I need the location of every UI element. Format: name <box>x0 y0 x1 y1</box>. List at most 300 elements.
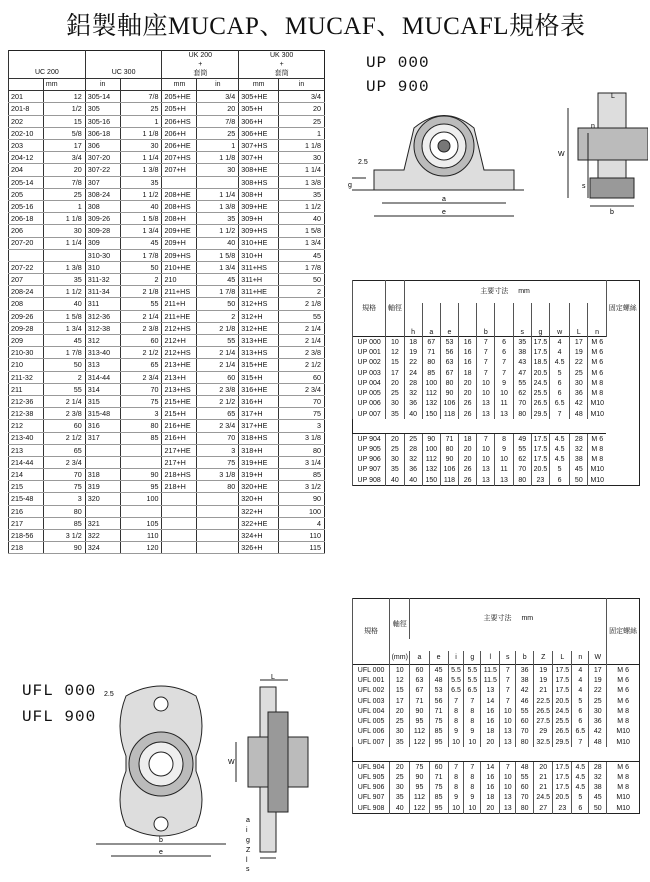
table-cell: 67 <box>410 686 429 696</box>
table-cell: 10 <box>477 444 495 454</box>
table-cell: 28 <box>404 378 422 388</box>
table-cell: 2 1/8 <box>279 298 325 310</box>
table-cell: 1 <box>120 115 162 127</box>
table-cell: 55 <box>513 378 531 388</box>
table-cell: 2 3/8 <box>197 383 239 395</box>
table-row <box>353 706 640 716</box>
table-cell: 8 <box>464 716 481 726</box>
table-cell: UP 002 <box>353 358 386 368</box>
ufl-dim-e: e <box>159 849 163 856</box>
table-row <box>9 359 325 371</box>
table-cell <box>120 444 162 456</box>
table-cell: 305+H <box>239 103 279 115</box>
table-cell: 17.5 <box>531 347 549 357</box>
table-cell: 209-28 <box>9 322 44 334</box>
table-cell: 206+HS <box>162 115 197 127</box>
table-cell: 85 <box>120 432 162 444</box>
table-cell: 311+HE <box>239 286 279 298</box>
table-row <box>9 310 325 322</box>
bearing-size-table <box>8 50 325 554</box>
table-cell: M10 <box>607 803 640 814</box>
table-cell: 216+HE <box>162 420 197 432</box>
table-row <box>9 322 325 334</box>
table-cell: 25 <box>589 696 607 706</box>
table-cell: 4 <box>550 347 570 357</box>
table-row <box>353 347 640 357</box>
table-cell: 2 <box>43 371 85 383</box>
table-cell: 50 <box>279 274 325 286</box>
table-cell: 60 <box>197 371 239 383</box>
table-cell: 47 <box>513 368 531 378</box>
table-cell: 75 <box>410 761 429 772</box>
table-cell: 218 <box>9 542 44 554</box>
table-cell: 63 <box>440 358 458 368</box>
table-cell <box>197 530 239 542</box>
table-cell: 24.5 <box>531 378 549 388</box>
table-cell: 316+HE <box>239 383 279 395</box>
table-cell: 3 1/8 <box>279 432 325 444</box>
table-cell: 6 <box>495 347 513 357</box>
table-cell: 202-10 <box>9 127 44 139</box>
table-cell: 7 <box>572 737 589 747</box>
table-cell: 312-38 <box>85 322 120 334</box>
up-heading-900: UP 900 <box>366 78 430 96</box>
table-cell: 80 <box>120 420 162 432</box>
table-cell: 312+HE <box>239 322 279 334</box>
table-cell: 205-16 <box>9 200 44 212</box>
table-cell: 48 <box>589 737 607 747</box>
table-cell: 10 <box>448 737 464 747</box>
table-cell: 32 <box>404 388 422 398</box>
table-row <box>9 505 325 517</box>
table-cell: 17.5 <box>531 337 549 348</box>
table-cell: 312-36 <box>85 310 120 322</box>
table-cell: 308+HS <box>239 176 279 188</box>
table-cell: 62 <box>513 454 531 464</box>
table-cell: 85 <box>422 368 440 378</box>
table-cell: UFL 904 <box>353 761 390 772</box>
table-cell: 35 <box>120 176 162 188</box>
unit-mm: mm <box>239 79 279 91</box>
table-cell: 10 <box>495 454 513 464</box>
table-cell: 17.5 <box>531 444 549 454</box>
table-cell <box>197 505 239 517</box>
table-cell: 311+HS <box>239 261 279 273</box>
table-cell: 40 <box>279 213 325 225</box>
table-cell: 70 <box>516 727 534 737</box>
table-cell: 36 <box>516 665 534 676</box>
table-row <box>9 493 325 505</box>
table-cell: 27 <box>534 803 553 814</box>
table-cell: 309+HE <box>239 200 279 212</box>
table-cell: 106 <box>440 465 458 475</box>
table-cell: 2 3/4 <box>279 383 325 395</box>
ufl-column-header: i <box>448 651 464 665</box>
table-cell: 4.5 <box>550 433 570 444</box>
table-cell: 35 <box>390 793 410 803</box>
table-cell: 4.5 <box>572 761 589 772</box>
table-cell: 3/4 <box>43 152 85 164</box>
table-cell: 42 <box>570 399 588 409</box>
table-cell: 20 <box>459 444 477 454</box>
table-cell: 209 <box>9 335 44 347</box>
table-cell: 212-36 <box>9 395 44 407</box>
table-cell: 70 <box>197 432 239 444</box>
table-cell: 30 <box>120 140 162 152</box>
table-cell: 17.5 <box>553 782 572 792</box>
table-cell: 312+HS <box>239 298 279 310</box>
table-cell: 150 <box>422 409 440 419</box>
table-row <box>353 782 640 792</box>
table-cell: 95 <box>429 737 448 747</box>
table-cell: 25 <box>390 716 410 726</box>
table-cell: 211+H <box>162 298 197 310</box>
up-column-spacer <box>495 303 513 337</box>
table-cell: 309 <box>85 237 120 249</box>
table-cell: UP 006 <box>353 399 386 409</box>
table-row <box>9 335 325 347</box>
table-cell: 8 <box>464 706 481 716</box>
table-cell: M 8 <box>588 454 606 464</box>
table-row <box>353 337 640 348</box>
ufl-dim-g: g <box>246 837 250 844</box>
table-cell: 310-30 <box>85 249 120 261</box>
table-cell: 4 <box>572 665 589 676</box>
table-cell: M 8 <box>607 716 640 726</box>
table-cell: 60 <box>120 335 162 347</box>
table-cell: 28 <box>404 444 422 454</box>
table-cell: 50 <box>43 359 85 371</box>
up-dim-w: W <box>558 151 565 158</box>
table-row <box>353 761 640 772</box>
table-cell: 1 5/8 <box>120 213 162 225</box>
table-cell: UP 904 <box>353 433 386 444</box>
table-cell: 5 <box>572 793 589 803</box>
table-cell: UFL 007 <box>353 737 390 747</box>
up-dim-l: L <box>611 93 615 100</box>
table-cell: 19 <box>589 675 607 685</box>
table-cell <box>85 505 120 517</box>
table-cell: 205+H <box>162 103 197 115</box>
table-cell: 2 <box>197 310 239 322</box>
table-cell: 80 <box>513 409 531 419</box>
table-cell: 1 1/8 <box>120 127 162 139</box>
table-cell: 30 <box>43 225 85 237</box>
table-cell: 10 <box>500 772 516 782</box>
table-cell: 16 <box>459 347 477 357</box>
table-cell: 70 <box>43 469 85 481</box>
table-cell: M 6 <box>588 358 606 368</box>
table-cell: 324 <box>85 542 120 554</box>
table-row <box>353 399 640 409</box>
table-cell: 30 <box>197 164 239 176</box>
table-cell: UP 001 <box>353 347 386 357</box>
table-cell: 6.5 <box>572 727 589 737</box>
uk300-sleeve: 套筒 <box>274 69 289 77</box>
table-cell: UFL 907 <box>353 793 390 803</box>
table-cell: 7 <box>448 761 464 772</box>
table-gap <box>353 419 640 433</box>
table-cell: 65 <box>197 408 239 420</box>
table-cell: 311 <box>85 298 120 310</box>
table-cell: 319+HE <box>239 456 279 468</box>
table-cell: 7 <box>464 761 481 772</box>
table-cell: 307-22 <box>85 164 120 176</box>
table-cell: 18 <box>481 727 500 737</box>
table-cell: 208 <box>9 298 44 310</box>
table-cell: 8 <box>495 433 513 444</box>
table-cell: 50 <box>570 475 588 486</box>
table-cell: 13 <box>500 737 516 747</box>
table-cell: 209+HS <box>162 249 197 261</box>
table-cell: 16 <box>481 706 500 716</box>
table-cell: 55 <box>516 772 534 782</box>
table-cell: 65 <box>120 359 162 371</box>
table-row <box>353 665 640 676</box>
table-cell: 17.5 <box>553 761 572 772</box>
up-column-header: n <box>588 303 606 337</box>
table-cell: 1 3/8 <box>197 200 239 212</box>
ufl-dim-a: a <box>246 817 250 824</box>
table-cell: M10 <box>588 465 606 475</box>
table-cell: 20.5 <box>531 465 549 475</box>
table-row <box>9 371 325 383</box>
header-uc300: UC 300 <box>85 51 162 79</box>
table-cell: 25 <box>386 388 404 398</box>
table-cell: 22 <box>589 686 607 696</box>
unit-in: in <box>279 79 325 91</box>
table-cell: 30 <box>386 399 404 409</box>
ufl-column-header: l <box>481 651 500 665</box>
table-cell: 7/8 <box>197 115 239 127</box>
table-gap <box>353 747 640 761</box>
table-cell: 218+H <box>162 481 197 493</box>
table-row <box>9 152 325 164</box>
table-cell <box>197 542 239 554</box>
table-cell: 212+HS <box>162 322 197 334</box>
table-cell: 9 <box>448 727 464 737</box>
table-cell: 207 <box>9 274 44 286</box>
ufl-heading-000: UFL 000 <box>22 682 97 700</box>
table-cell: 202 <box>9 115 44 127</box>
table-cell: 20 <box>386 433 404 444</box>
table-cell: 50 <box>197 298 239 310</box>
table-cell: 55 <box>279 310 325 322</box>
table-cell: 308+HE <box>239 164 279 176</box>
table-cell: 35 <box>390 737 410 747</box>
table-cell: 95 <box>120 481 162 493</box>
table-cell: 90 <box>279 493 325 505</box>
table-cell: 1 3/4 <box>43 322 85 334</box>
table-cell: 10 <box>390 665 410 676</box>
table-cell: 7 <box>495 368 513 378</box>
table-cell: 209-26 <box>9 310 44 322</box>
table-cell: 67 <box>422 337 440 348</box>
table-cell: 60 <box>429 761 448 772</box>
table-cell: 315+H <box>239 371 279 383</box>
table-row <box>9 115 325 127</box>
ufl-spec-table <box>352 598 640 814</box>
table-cell: 1 3/4 <box>120 225 162 237</box>
unit-in: in <box>197 79 239 91</box>
table-cell: 14 <box>481 761 500 772</box>
table-cell: 70 <box>120 383 162 395</box>
ufl-dim-z: Z <box>246 847 251 854</box>
table-cell: 19 <box>570 347 588 357</box>
table-cell: 12 <box>390 675 410 685</box>
table-cell: 30 <box>279 152 325 164</box>
up-header-spec: 規格 <box>353 281 386 337</box>
ufl-column-header: g <box>464 651 481 665</box>
table-cell: 25 <box>197 127 239 139</box>
table-cell: 10 <box>386 337 404 348</box>
table-cell: 215-48 <box>9 493 44 505</box>
table-cell: 17 <box>386 368 404 378</box>
table-cell: 30 <box>570 378 588 388</box>
table-cell: 53 <box>440 337 458 348</box>
table-cell: UFL 000 <box>353 665 390 676</box>
up-header-mm: mm <box>518 288 530 296</box>
table-cell: 17.5 <box>553 772 572 782</box>
table-cell: 19 <box>534 665 553 676</box>
table-cell: 2 1/2 <box>279 359 325 371</box>
up-dim-n: n <box>591 123 595 130</box>
table-cell: 17 <box>390 696 410 706</box>
table-cell: 22 <box>404 358 422 368</box>
table-cell: 4.5 <box>550 444 570 454</box>
table-cell: 1 3/8 <box>120 164 162 176</box>
table-cell: 316+H <box>239 395 279 407</box>
table-cell: 308+H <box>239 188 279 200</box>
table-cell: 5.5 <box>464 665 481 676</box>
table-cell: 206+HE <box>162 140 197 152</box>
table-cell: 213+HE <box>162 359 197 371</box>
table-cell: 80 <box>197 481 239 493</box>
table-cell: 90 <box>43 542 85 554</box>
page-title: 鋁製軸座MUCAP、MUCAF、MUCAFL規格表 <box>66 13 586 40</box>
up-column-header: e <box>440 303 458 337</box>
table-cell: 2 3/8 <box>43 408 85 420</box>
table-cell: 90 <box>422 433 440 444</box>
table-cell: 40 <box>404 475 422 486</box>
table-cell: 6.5 <box>464 686 481 696</box>
table-cell: 6 <box>572 716 589 726</box>
table-cell: M 6 <box>588 368 606 378</box>
table-cell: 326+H <box>239 542 279 554</box>
table-cell: 36 <box>404 465 422 475</box>
table-cell: 24.5 <box>553 706 572 716</box>
table-row <box>353 358 640 368</box>
up-dim-25: 2.5 <box>358 159 368 166</box>
table-cell: 5.5 <box>464 675 481 685</box>
table-cell: 8 <box>464 782 481 792</box>
table-cell: 2 1/8 <box>197 322 239 334</box>
table-cell: 307+HS <box>239 140 279 152</box>
table-cell: 7 <box>500 761 516 772</box>
table-cell: 310+HE <box>239 237 279 249</box>
table-cell: 204 <box>9 164 44 176</box>
table-cell: 2 1/4 <box>197 359 239 371</box>
table-cell: 6 <box>550 378 570 388</box>
table-cell: 7 <box>495 358 513 368</box>
table-cell: 20 <box>197 103 239 115</box>
table-cell: 5.5 <box>448 675 464 685</box>
table-cell: 26.5 <box>553 727 572 737</box>
table-cell: 212+HS <box>162 347 197 359</box>
table-cell: 1 7/8 <box>197 286 239 298</box>
table-cell: 36 <box>570 388 588 398</box>
up-column-header: h <box>404 303 422 337</box>
table-cell: 7 <box>500 675 516 685</box>
table-cell: 112 <box>410 727 429 737</box>
table-row <box>9 91 325 103</box>
uk200-plus: + <box>198 60 203 68</box>
table-cell: 215 <box>9 481 44 493</box>
table-cell: 55 <box>43 383 85 395</box>
table-cell: M 6 <box>607 696 640 706</box>
table-cell: 90 <box>410 706 429 716</box>
table-cell: UFL 004 <box>353 706 390 716</box>
table-cell: M10 <box>607 727 640 737</box>
table-cell: 26 <box>459 399 477 409</box>
ufl-dim-b: b <box>159 837 163 844</box>
table-cell: 315-48 <box>85 408 120 420</box>
up-dim-e: e <box>442 209 446 216</box>
table-cell: 1 3/4 <box>279 237 325 249</box>
table-cell: M 6 <box>607 665 640 676</box>
table-cell: 1 7/8 <box>43 347 85 359</box>
table-cell: 106 <box>440 399 458 409</box>
table-cell: 2 3/8 <box>120 322 162 334</box>
table-cell: 35 <box>197 213 239 225</box>
up-column-header: b <box>477 303 495 337</box>
table-cell: 208+HS <box>162 200 197 212</box>
table-cell: 310+H <box>239 249 279 261</box>
table-cell: 3 <box>279 420 325 432</box>
table-cell: 218-56 <box>9 530 44 542</box>
table-cell: 12 <box>386 347 404 357</box>
table-cell: 307 <box>85 176 120 188</box>
table-cell: 38 <box>516 675 534 685</box>
table-cell: 313+HS <box>239 347 279 359</box>
table-cell: 90 <box>410 772 429 782</box>
table-cell: 65 <box>43 444 85 456</box>
table-cell: UFL 001 <box>353 675 390 685</box>
table-cell: 3/4 <box>279 91 325 103</box>
table-cell: 311+H <box>239 274 279 286</box>
table-cell: 2 <box>279 286 325 298</box>
table-cell: 309+HS <box>239 225 279 237</box>
table-cell: 7 <box>477 433 495 444</box>
table-cell: 206+H <box>162 127 197 139</box>
table-cell: 38 <box>570 454 588 464</box>
table-row <box>353 378 640 388</box>
table-cell: 2 3/4 <box>120 371 162 383</box>
table-cell: 60 <box>516 782 534 792</box>
ufl-dimension-columns <box>353 651 640 665</box>
table-cell: 18.5 <box>531 358 549 368</box>
table-cell: 115 <box>279 542 325 554</box>
ufl-header-main <box>410 599 607 639</box>
table-cell: 214 <box>9 469 44 481</box>
table-cell: 122 <box>410 737 429 747</box>
table-cell: 306-18 <box>85 127 120 139</box>
table-cell <box>120 505 162 517</box>
ufl-dim-w: W <box>228 759 235 766</box>
table-cell: 60 <box>410 665 429 676</box>
table-cell: 24.5 <box>534 793 553 803</box>
table-cell: 3 1/4 <box>279 456 325 468</box>
